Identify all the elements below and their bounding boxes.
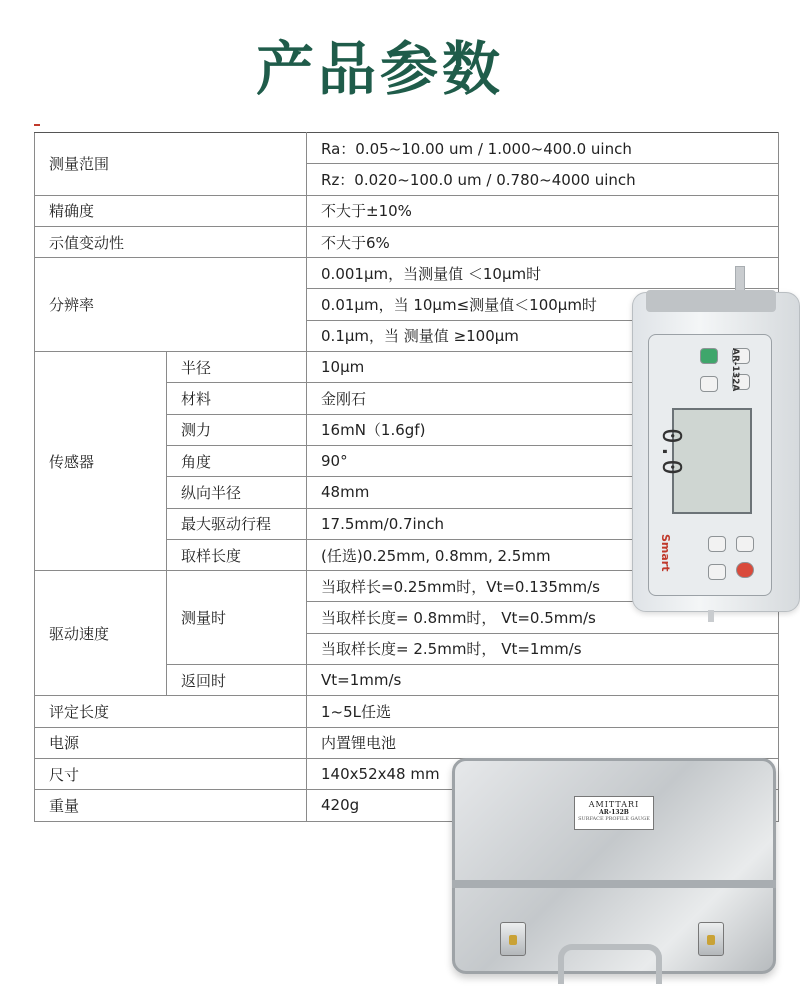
row-value: 0.01μm，当 10μm≤测量值＜100μm时	[307, 289, 779, 320]
sub-label: 取样长度	[167, 539, 307, 570]
row-label: 电源	[35, 727, 307, 758]
case-handle	[558, 944, 662, 984]
table-row	[35, 258, 779, 289]
case-label	[574, 796, 654, 830]
tester-model-label: AR-132A	[730, 348, 740, 392]
sub-label: 测力	[167, 414, 307, 445]
row-label: 尺寸	[35, 758, 307, 789]
case-label-brand: AMITTARI	[588, 800, 640, 809]
case-latch-icon	[698, 922, 724, 956]
row-value: 内置锂电池	[307, 727, 779, 758]
row-value: 17.5mm/0.7inch	[307, 508, 779, 539]
lock-icon	[509, 935, 517, 945]
red-marker	[34, 124, 40, 126]
tester-lcd-reading: 0.0	[656, 428, 686, 475]
row-value: 当取样长=0.25mm时，Vt=0.135mm/s	[307, 571, 779, 602]
lock-icon	[707, 935, 715, 945]
table-row	[35, 696, 779, 727]
table-row	[35, 226, 779, 257]
device-button-icon	[736, 536, 754, 552]
tester-connector	[708, 610, 714, 622]
table-row	[35, 195, 779, 226]
row-value: 140x52x48 mm	[307, 758, 779, 789]
start-button-icon	[736, 562, 754, 578]
row-label: 评定长度	[35, 696, 307, 727]
sub-label: 材料	[167, 383, 307, 414]
row-value: 不大于6%	[307, 226, 779, 257]
case-rim	[452, 880, 776, 888]
tester-brand-label: Smart	[659, 534, 672, 572]
row-value: 420g	[307, 790, 779, 821]
row-value: 当取样长度= 0.8mm时， Vt=0.5mm/s	[307, 602, 779, 633]
sub-label: 最大驱动行程	[167, 508, 307, 539]
row-value: Rz：0.020~100.0 um / 0.780~4000 uinch	[307, 164, 779, 195]
sub-label: 纵向半径	[167, 477, 307, 508]
row-value: 不大于±10%	[307, 195, 779, 226]
row-value: 16mN（1.6gf)	[307, 414, 779, 445]
row-label: 重量	[35, 790, 307, 821]
row-value: 当取样长度= 2.5mm时， Vt=1mm/s	[307, 633, 779, 664]
table-row	[35, 727, 779, 758]
case-latch-icon	[500, 922, 526, 956]
device-button-icon	[708, 564, 726, 580]
row-value: 48mm	[307, 477, 779, 508]
row-value: 0.001μm，当测量值 ＜10μm时	[307, 258, 779, 289]
row-value: 10μm	[307, 352, 779, 383]
device-button-icon	[700, 376, 718, 392]
row-label: 驱动速度	[35, 571, 167, 696]
row-value: 金刚石	[307, 383, 779, 414]
device-button-icon	[708, 536, 726, 552]
tester-top-cap	[646, 290, 776, 312]
sub-label: 半径	[167, 352, 307, 383]
row-value: 0.1μm，当 测量值 ≥100μm	[307, 320, 779, 351]
row-label: 示值变动性	[35, 226, 307, 257]
sub-label: 返回时	[167, 665, 307, 696]
row-label: 测量范围	[35, 133, 307, 196]
row-value: 1~5L任选	[307, 696, 779, 727]
case-label-caption: SURFACE PROFILE GAUGE	[578, 816, 650, 822]
row-value: Vt=1mm/s	[307, 665, 779, 696]
sub-label: 测量时	[167, 571, 307, 665]
power-button-icon	[700, 348, 718, 364]
row-value: Ra：0.05~10.00 um / 1.000~400.0 uinch	[307, 133, 779, 164]
row-label: 传感器	[35, 352, 167, 571]
row-value: (任选)0.25mm, 0.8mm, 2.5mm	[307, 539, 779, 570]
case-label-model: AR-132B	[599, 809, 629, 816]
page-title: 产品参数	[255, 35, 504, 103]
table-row	[35, 133, 779, 164]
row-value: 90°	[307, 445, 779, 476]
row-label: 精确度	[35, 195, 307, 226]
sub-label: 角度	[167, 445, 307, 476]
row-label: 分辨率	[35, 258, 307, 352]
